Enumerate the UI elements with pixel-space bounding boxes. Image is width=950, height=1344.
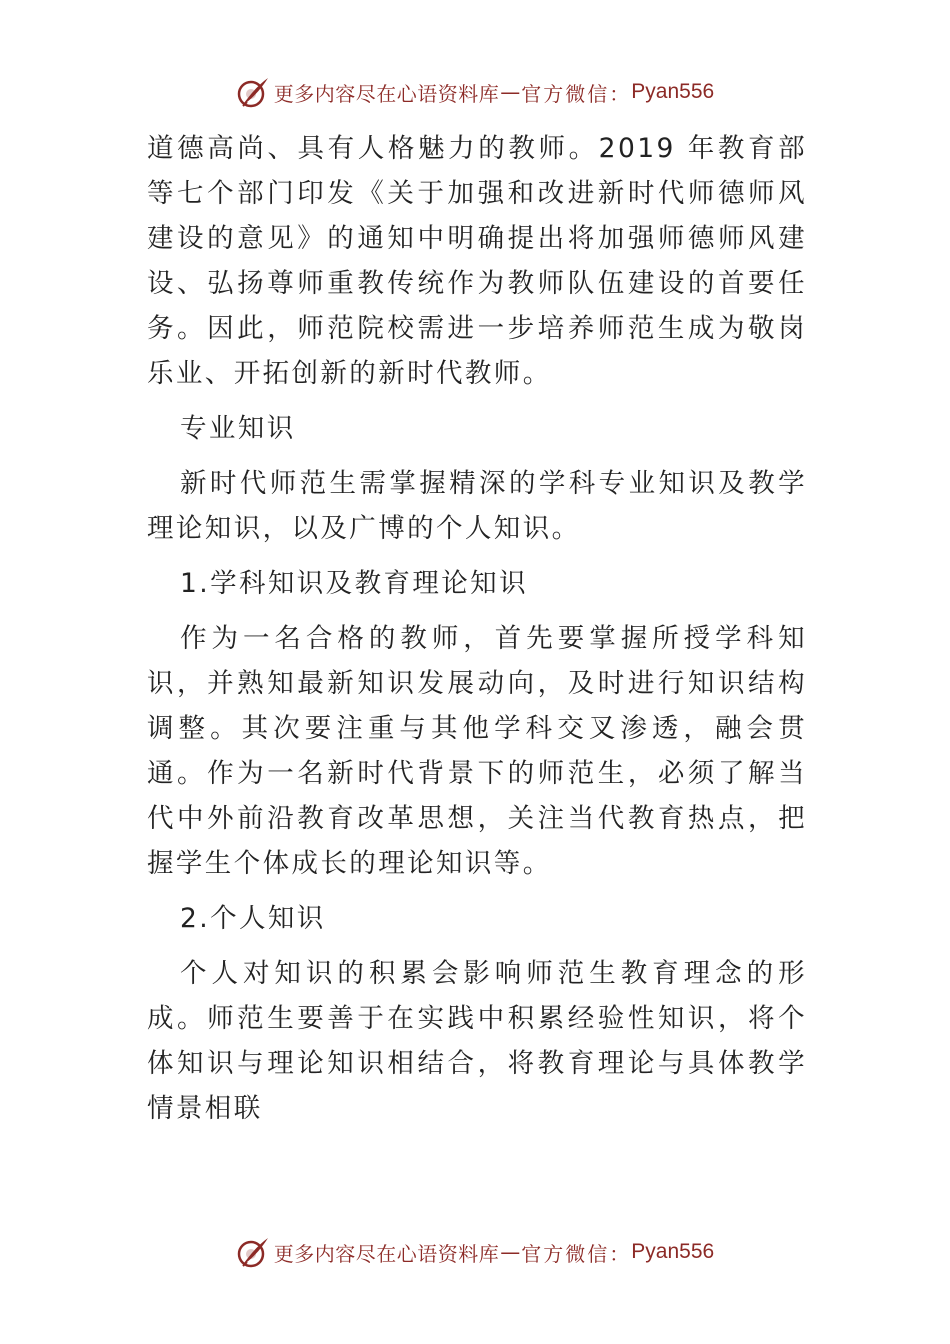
heading-personal-knowledge: 2.个人知识	[180, 903, 326, 934]
paragraph-personal-knowledge: 个人对知识的积累会影响师范生教育理念的形成。师范生要善于在实践中积累经验性知识，将个体知识与理论知识相结合，将教育理论与具体教学情景相联	[147, 958, 807, 1124]
heading-professional-knowledge: 专业知识	[180, 413, 296, 444]
header-banner	[0, 68, 950, 116]
quill-pen-circle-logo-icon	[236, 75, 270, 109]
header-wechat-label: 官方微信：	[521, 81, 632, 106]
document-body	[147, 126, 807, 1131]
footer-wechat-id: Pyan556	[631, 1240, 715, 1263]
paragraph-teacher-ethics: 道德高尚、具有人格魅力的教师。2019 年教育部等七个部门印发《关于加强和改进新时代师德师风建设的意见》的通知中明确提出将加强师德师风建设、弘扬尊师重教传统作为教师队伍建设的首要任务。因此，师范院校需进一步培养师范生成为敬岗乐业、开拓创新的新时代教师。	[147, 133, 807, 389]
footer-slogan: 更多内容尽在心语资料库	[273, 1241, 500, 1266]
quill-pen-circle-logo-icon	[236, 1235, 270, 1269]
paragraph-subject-knowledge: 作为一名合格的教师，首先要掌握所授学科知识，并熟知最新知识发展动向，及时进行知识结构调整。其次要注重与其他学科交叉渗透，融会贯通。作为一名新时代背景下的师范生，必须了解当代中外前沿教育改革思想，关注当代教育热点，把握学生个体成长的理论知识等。	[147, 623, 807, 879]
footer-wechat-label: 官方微信：	[521, 1241, 632, 1266]
paragraph-knowledge-overview: 新时代师范生需掌握精深的学科专业知识及教学理论知识，以及广博的个人知识。	[147, 468, 807, 544]
footer-banner	[0, 1228, 950, 1276]
footer-dash: —	[500, 1240, 521, 1264]
header-dash: —	[500, 80, 521, 104]
header-wechat-id: Pyan556	[631, 80, 715, 103]
heading-subject-knowledge: 1.学科知识及教育理论知识	[180, 568, 528, 599]
header-slogan: 更多内容尽在心语资料库	[273, 81, 500, 106]
